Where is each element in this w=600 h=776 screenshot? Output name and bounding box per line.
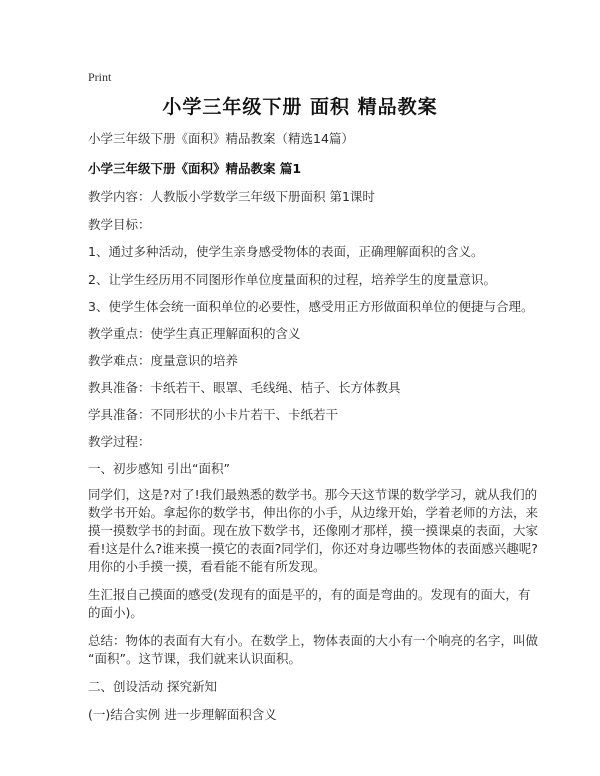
part-two-heading: 二、创设活动 探究新知 (88, 679, 217, 694)
paragraph-line: 数学书开始。拿起你的数学书，伸出你的小手，从边缘开始，学着老师的方法，来 (88, 505, 539, 520)
teaching-difficulty-line: 教学难点：度量意识的培养 (88, 353, 239, 368)
goal-item-2: 2、让学生经历用不同图形作单位度量面积的过程，培养学生的度量意识。 (88, 272, 496, 287)
paragraph-line: 看!这是什么?谁来摸一摸它的表面?同学们，你还对身边哪些物体的表面感兴趣呢? (88, 541, 538, 556)
goal-item-3: 3、使学生体会统一面积单位的必要性，感受用正方形做面积单位的便捷与合理。 (88, 299, 534, 314)
document-title: 小学三年级下册 面积 精品教案 (162, 96, 438, 118)
teaching-content-line: 教学内容：人教版小学数学三年级下册面积 第1课时 (88, 189, 375, 204)
section-heading: 小学三年级下册《面积》精品教案 篇1 (88, 161, 302, 176)
paragraph-line: 同学们，这是?对了!我们最熟悉的数学书。那今天这节课的数学学习，就从我们的 (88, 487, 538, 502)
paragraph-line: 总结：物体的表面有大有小。在数学上，物体表面的大小有一个响亮的名字，叫做 (88, 633, 539, 648)
paragraph-line: “面积”。这节课，我们就来认识面积。 (88, 651, 301, 666)
part-one-heading: 一、初步感知 引出“面积” (88, 461, 230, 476)
document-subtitle: 小学三年级下册《面积》精品教案（精选14篇） (88, 131, 354, 146)
paragraph-line: 用你的小手摸一摸，看看能不能有所发现。 (88, 559, 326, 574)
part-two-subheading: (一)结合实例 进一步理解面积含义 (88, 707, 277, 722)
teaching-goals-heading: 教学目标： (88, 217, 151, 232)
teaching-process-heading: 教学过程： (88, 434, 151, 449)
teaching-aids-line: 教具准备：卡纸若干、眼罩、毛线绳、桔子、长方体教具 (88, 380, 401, 395)
paragraph-line: 摸一摸数学书的封面。现在放下数学书，还像刚才那样，摸一摸课桌的表面，大家 (88, 523, 539, 538)
teaching-focus-line: 教学重点：使学生真正理解面积的含义 (88, 326, 301, 341)
paragraph-line: 的面小)。 (88, 605, 143, 620)
student-aids-line: 学具准备：不同形状的小卡片若干、卡纸若干 (88, 407, 339, 422)
print-label: Print (88, 70, 112, 84)
paragraph-line: 生汇报自己摸面的感受(发现有的面是平的，有的面是弯曲的。发现有的面大，有 (88, 587, 531, 602)
goal-item-1: 1、通过多种活动，使学生亲身感受物体的表面，正确理解面积的含义。 (88, 244, 484, 259)
